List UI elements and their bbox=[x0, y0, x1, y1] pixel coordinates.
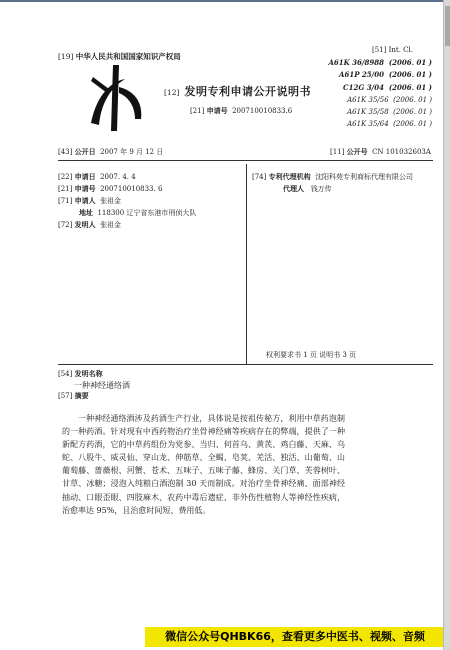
abstract-label-line: [57] 摘要 bbox=[58, 391, 89, 400]
scrollbar-thumb[interactable] bbox=[445, 6, 450, 46]
invention-title: 一种神经通络酒 bbox=[74, 381, 130, 390]
abstract-paragraph: 一种神经通络酒涉及药酒生产行业，具体说是按祖传秘方，利用中草药泡制的一种药酒。针对现有中西药物治疗坐骨神经痛等疾病存在的弊端，提供了一种新配方药酒，它的中草药组份为党参、当归、何首乌、黄芪、鸡白藤、天麻、乌蛇、八股牛、威灵仙、穿山龙、伸筋草、全蝎、皂荚、羌活、独活、山葡萄、山葡萄藤、蔷薇根、河蟹、苍术、五味子、五味子藤、蜂房、关门草、芙蓉树叶、甘草、冰糖；浸泡入纯粮白酒泡制 30 天而制成。对治疗坐骨神经痛、面部神经抽动、口眼歪眼、四肢麻木、农药中毒后遗症、非外伤性植物人等神经性疾病，治愈率达 95%，且治愈时间短、费用低。 bbox=[62, 414, 345, 515]
pub-no-label: 公开号 bbox=[346, 147, 368, 156]
biblio-row: 代理人 钱万传 bbox=[283, 184, 332, 193]
biblio-row: [71] 申请人 张祖金 bbox=[58, 196, 122, 205]
appno-value: 200710010833.6 bbox=[232, 107, 293, 115]
doc-title: 发明专利申请公开说明书 bbox=[184, 85, 311, 98]
cls-code: [51] bbox=[372, 46, 387, 54]
pub-no-value: CN 101032603A bbox=[372, 148, 431, 156]
cls-header bbox=[372, 46, 413, 54]
patent-office-logo bbox=[83, 63, 149, 133]
title-label-line: [54] 发明名称 bbox=[58, 369, 103, 378]
office-name: 中华人民共和国国家知识产权局 bbox=[75, 52, 181, 61]
appno-label: 申请号 bbox=[206, 106, 228, 115]
vertical-scrollbar[interactable] bbox=[443, 0, 450, 650]
abstract-text bbox=[62, 412, 345, 517]
page-info: 权利要求书 1 页 说明书 3 页 bbox=[266, 351, 357, 359]
biblio-row: [72] 发明人 张祖金 bbox=[58, 220, 122, 229]
classification-item: A61K 35/56 (2006. 01 ) bbox=[347, 95, 432, 104]
biblio-row: [74] 专利代理机构 沈阳科苑专利商标代理有限公司 bbox=[252, 172, 414, 181]
classification-list bbox=[328, 57, 432, 131]
pub-date-value: 2007 年 9 月 12 日 bbox=[100, 148, 164, 156]
cls-label: Int. Cl. bbox=[388, 46, 413, 54]
column-divider bbox=[246, 164, 247, 364]
pub-date-label: 公开日 bbox=[74, 147, 96, 156]
classification-item: A61K 35/64 (2006. 01 ) bbox=[347, 120, 432, 129]
office-line bbox=[58, 51, 181, 62]
appno-code: [21] bbox=[190, 107, 205, 115]
appno-line bbox=[190, 106, 292, 116]
classification-item: A61P 25/00 (2006. 01 ) bbox=[339, 70, 432, 80]
biblio-row: 地址 118300 辽宁省东港市刑侦大队 bbox=[79, 208, 197, 217]
middle-divider bbox=[58, 364, 433, 365]
biblio-row: [21] 申请号 200710010833. 6 bbox=[58, 184, 163, 193]
pub-date-code: [43] bbox=[58, 148, 73, 156]
classification-item: A61K 35/58 (2006. 01 ) bbox=[347, 108, 432, 117]
doc-title-line bbox=[164, 80, 311, 99]
pub-no-line bbox=[330, 147, 431, 157]
classification-item: C12G 3/04 (2006. 01 ) bbox=[343, 82, 432, 92]
biblio-row: [22] 申请日 2007. 4. 4 bbox=[58, 172, 136, 181]
top-divider bbox=[58, 160, 433, 161]
window-top-bar bbox=[0, 0, 450, 2]
pub-date-line bbox=[58, 147, 163, 157]
pub-no-code: [11] bbox=[330, 148, 345, 156]
classification-item: A61K 36/8988 (2006. 01 ) bbox=[328, 58, 432, 67]
office-code: [19] bbox=[58, 52, 74, 61]
doc-code: [12] bbox=[164, 88, 180, 97]
wechat-banner: 微信公众号QHBK66，查看更多中医书、视频、音频 bbox=[145, 627, 445, 647]
